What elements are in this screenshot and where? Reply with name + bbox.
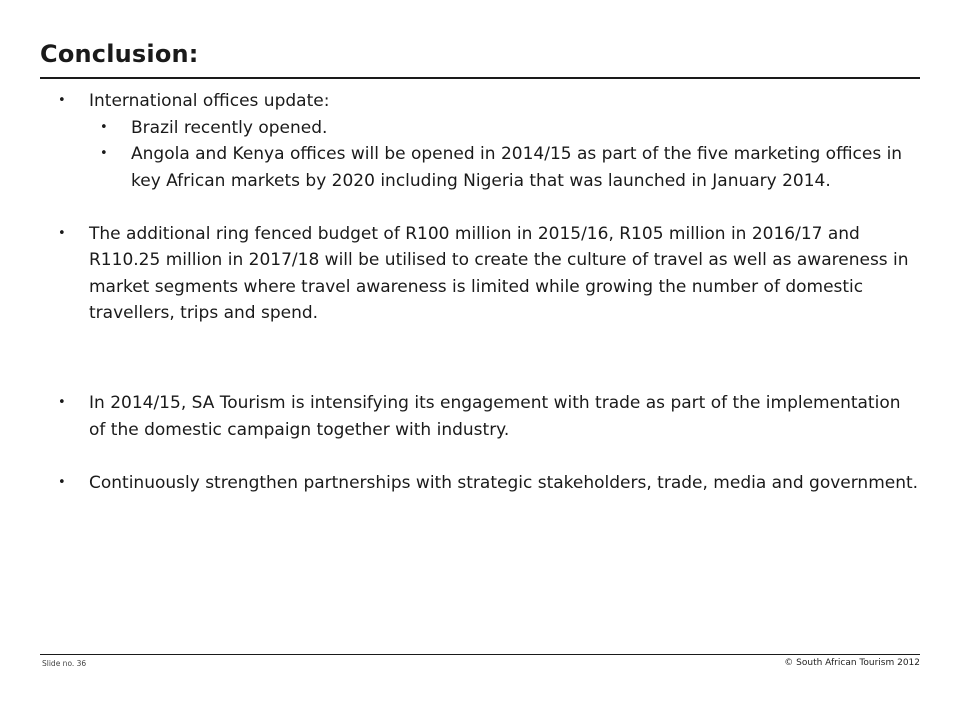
bullet-text: Continuously strengthen partnerships with strategic stakeholders, trade, media and government.: [89, 472, 919, 493]
bullet-item-1: [58, 88, 920, 194]
bullet-marker: •: [58, 474, 66, 490]
bullet-marker: •: [58, 93, 66, 108]
slide-content: [58, 88, 920, 496]
title-divider: [40, 77, 920, 79]
bullet-marker: •: [100, 146, 108, 161]
bullet-text: The additional ring fenced budget of R100 million in 2015/16, R105 million in 2016/17 and R110.25 million in 2017/18 will be utilised to create the culture of travel as well as awareness in market segments where travel awareness is limited while growing the number of domestic travellers, trips and spend.: [89, 223, 909, 323]
bullet-item-3: [58, 390, 920, 443]
sub-bullet-list: [100, 115, 920, 195]
sub-bullet-text: Angola and Kenya offices will be opened in 2014/15 as part of the five marketing offices in key African markets by 2020 including Nigeria that was launched in January 2014.: [131, 144, 903, 191]
bullet-text: International offices update:: [89, 91, 330, 111]
sub-bullet-item-2: [100, 141, 920, 194]
sub-bullet-item-1: [100, 115, 920, 142]
copyright-notice: © South African Tourism 2012: [784, 658, 920, 668]
footer-divider: [40, 654, 920, 655]
bullet-item-2: [58, 221, 920, 327]
bullet-marker: •: [100, 119, 108, 135]
bullet-text: In 2014/15, SA Tourism is intensifying its engagement with trade as part of the implementation of the domestic campaign together with industry.: [89, 393, 901, 440]
bullet-marker: •: [58, 395, 66, 410]
bullet-item-4: [58, 470, 920, 497]
sub-bullet-text: Brazil recently opened.: [131, 117, 328, 138]
bullet-marker: •: [58, 225, 66, 241]
slide-title: Conclusion:: [40, 40, 199, 68]
slide-number: Slide no. 36: [42, 659, 87, 668]
